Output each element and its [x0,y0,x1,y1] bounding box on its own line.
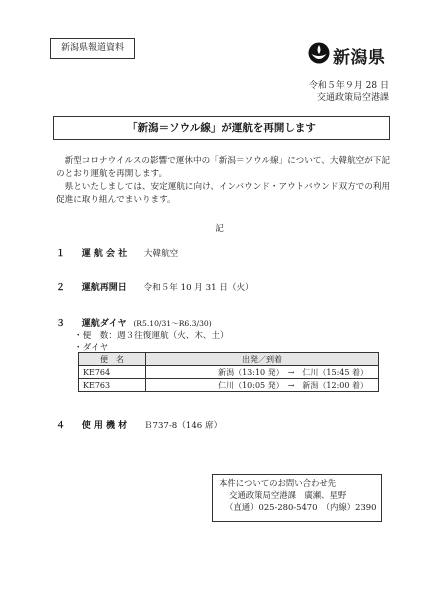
section-number: ２ [56,283,66,293]
schedule-diagram-label: ・ダイヤ [74,343,109,353]
document-title [53,116,390,140]
press-tag-text: 新潟県報道資料 [60,43,124,53]
section-resume-date [56,280,254,293]
table-header-row [79,353,379,366]
contact-box [212,474,382,522]
body-paragraph-1: 新型コロナウイルスの影響で運休中の「新潟＝ソウル線」について、大韓航空が下記のとおり運航を再開します。 [56,156,391,179]
ki-heading: 記 [215,224,224,234]
flight-number: KE764 [79,366,146,379]
section-operator [56,246,178,259]
body-text [56,155,391,207]
section-number: １ [56,249,66,259]
header-route: 出発／到着 [146,353,379,366]
contact-line-1: 本件についてのお問い合わせ先 [219,478,337,488]
issue-info [309,80,389,104]
section-label: 運航再開日 [81,283,127,293]
section-value: Ｂ737-8（146 席） [143,421,223,431]
contact-line-3: （直通）025-280-5470 （内線）2390 [225,502,377,512]
section-label: 使 用 機 材 [81,421,128,431]
flight-route: 仁川（10:05 発） → 新潟（12:00 着） [146,379,379,392]
press-release-tag [50,38,135,59]
table-row [79,366,379,379]
section-value: 令和５年 10 月 31 日（火） [143,283,254,293]
prefecture-logo [308,42,398,68]
section-value: (R5.10/31～R6.3/30) [133,319,212,328]
contact-line-2: 交通政策局空港課 廣瀬、星野 [229,490,347,500]
flight-number: KE763 [79,379,146,392]
niigata-emblem-icon [308,42,330,64]
flight-route: 新潟（13:10 発） → 仁川（15:45 着） [146,366,379,379]
section-value: 大韓航空 [143,249,179,259]
schedule-table [78,352,379,392]
section-number: ３ [56,319,66,329]
schedule-frequency: ・便 数：週３往復運航（火、木、土） [74,331,229,341]
table-row [79,379,379,392]
section-number: ４ [56,421,66,431]
section-aircraft [56,418,222,431]
title-text: 「新潟＝ソウル線」が運航を再開します [127,122,316,134]
section-label: 運航ダイヤ [81,319,127,329]
section-schedule [56,316,212,329]
logo-text: 新潟県 [333,48,386,68]
section-label: 運 航 会 社 [81,249,128,259]
header-flight: 便 名 [79,353,146,366]
issuing-department: 交通政策局空港課 [316,93,389,103]
issue-date: 令和５年９月 28 日 [308,81,389,91]
body-paragraph-2: 県といたしましては、安定運航に向け、インバウンド・アウトバウンド双方での利用促進に取り組んでまいります。 [56,182,391,205]
